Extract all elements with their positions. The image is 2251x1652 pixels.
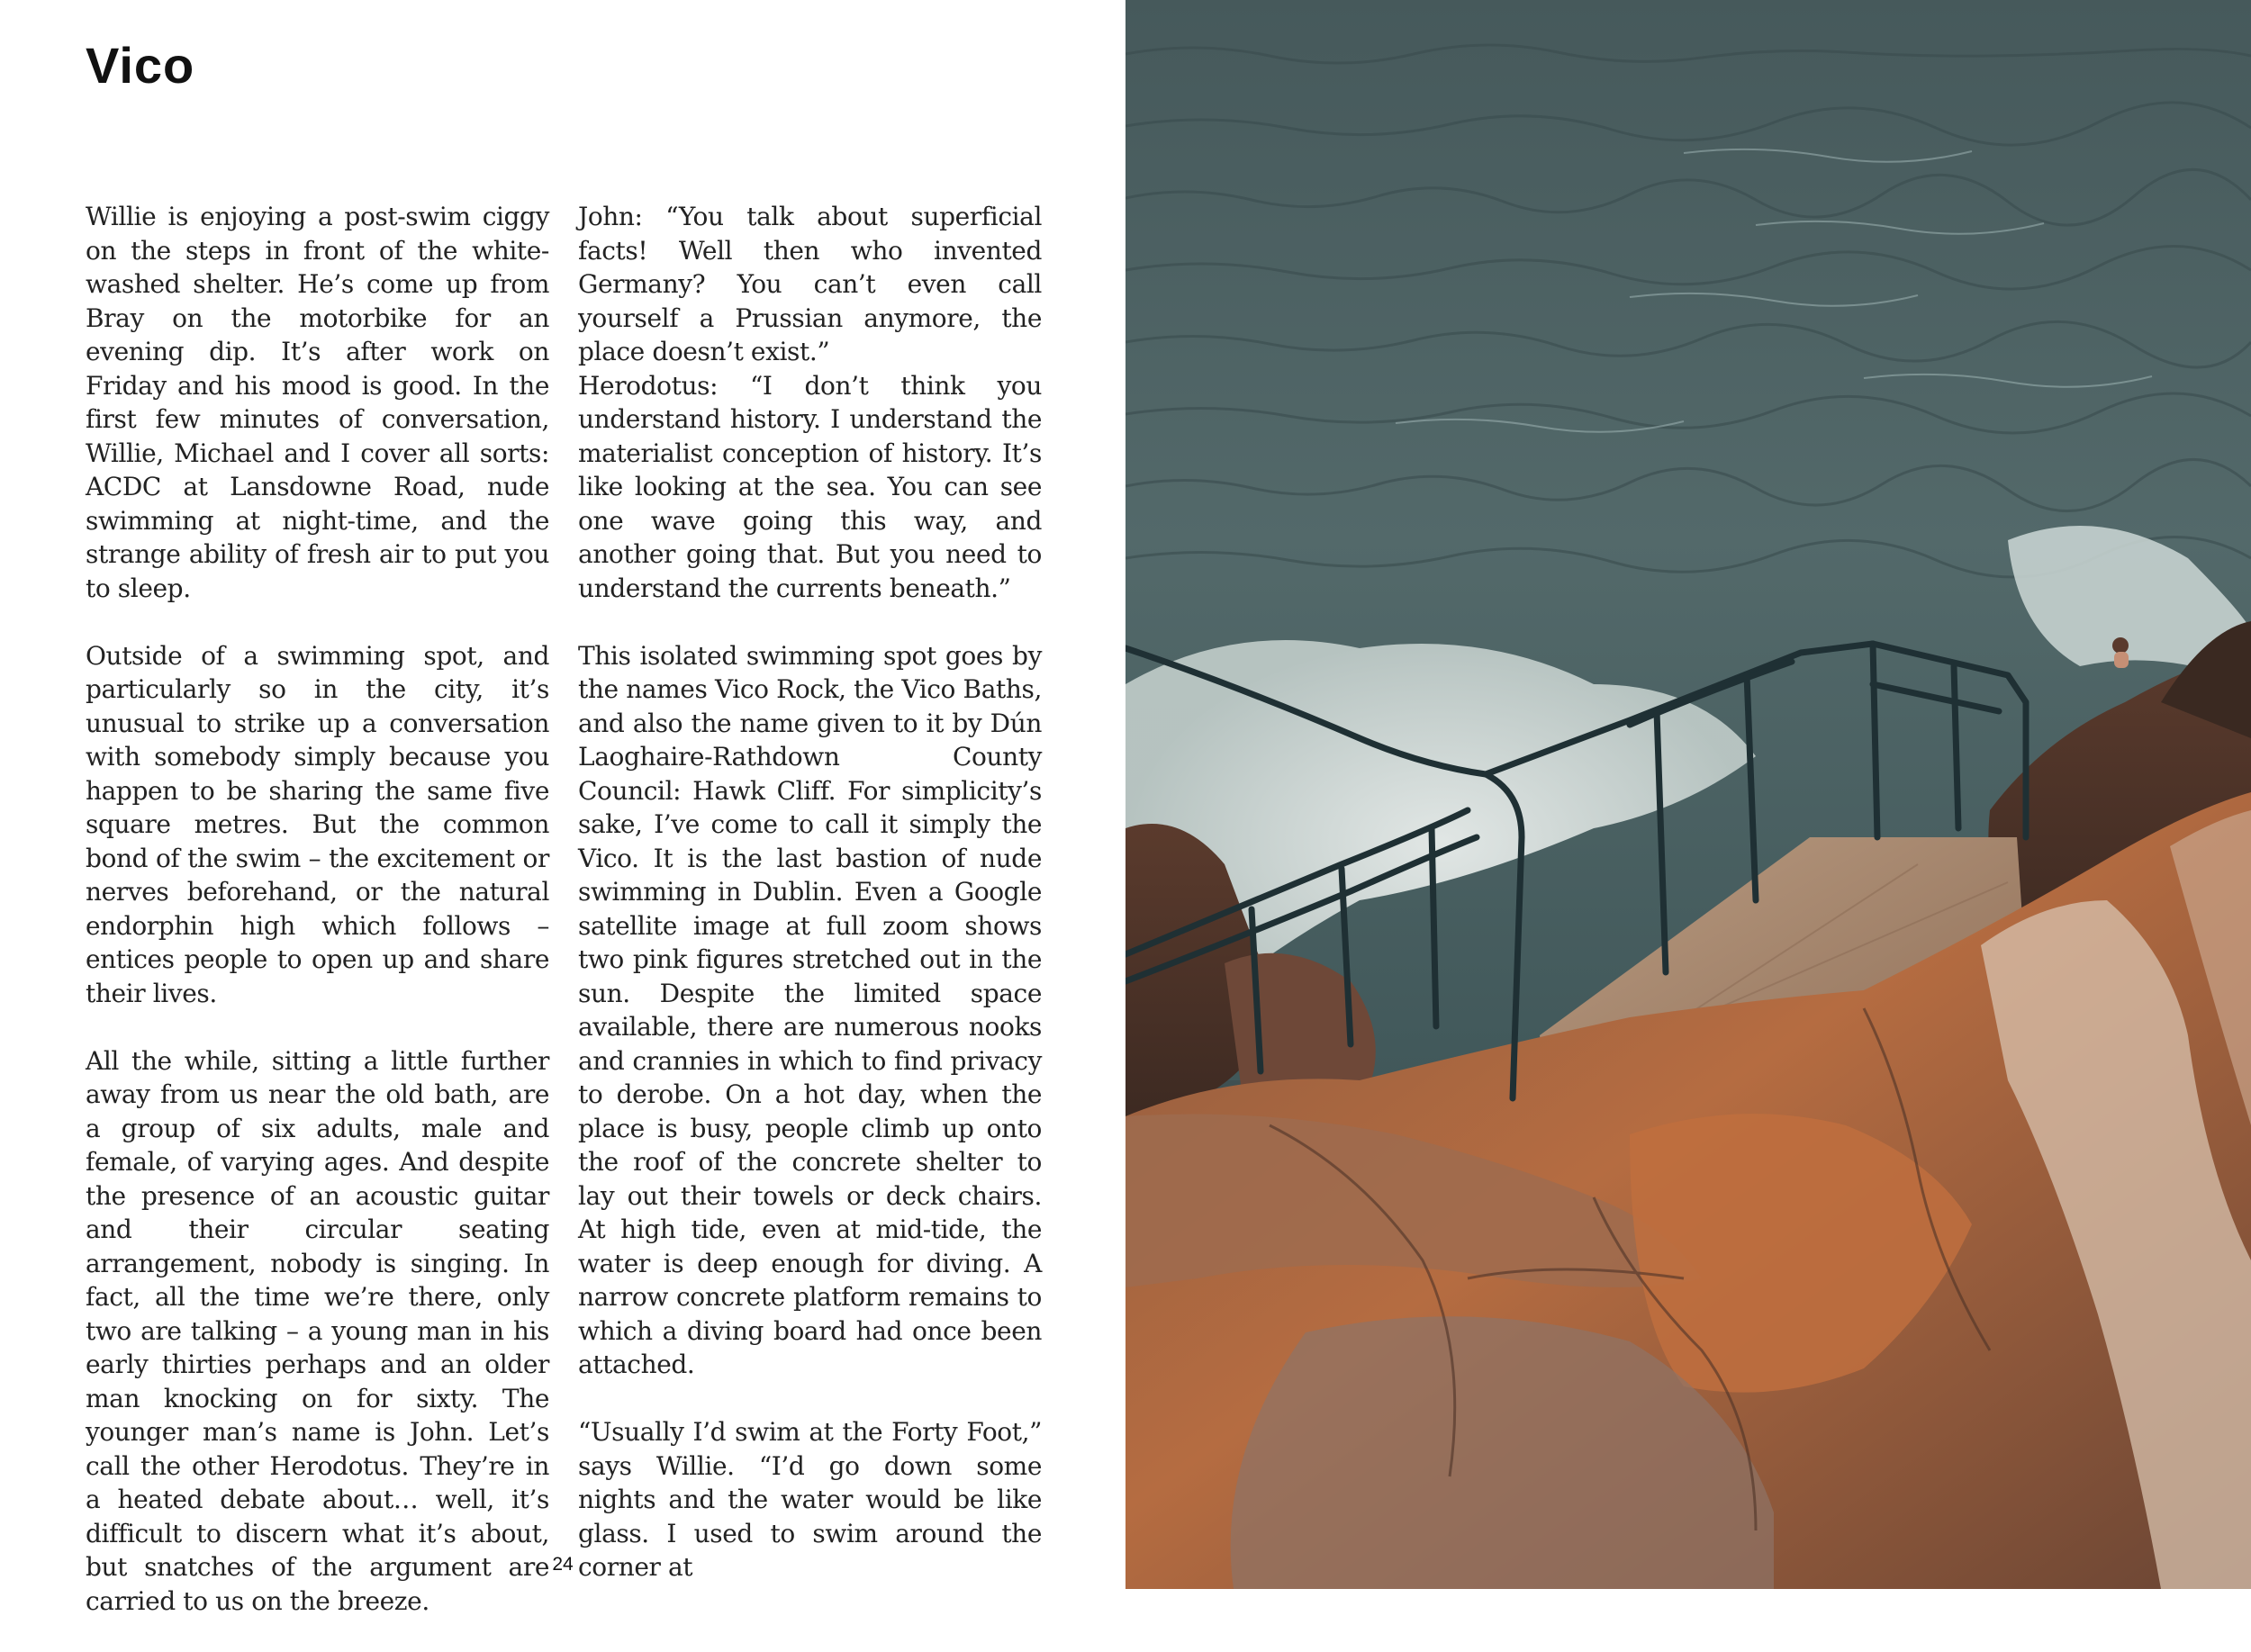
article-title: Vico [86, 37, 195, 94]
paragraph: Herodotus: “I don’t think you understand history. I understand the materialist conception of history. It’s like looking at the sea. You can see one wave going this way, and another going that. But you need to understand the currents beneath.” [578, 370, 1042, 603]
page-number: 24 [552, 1554, 574, 1575]
paragraph: John: “You talk about superficial facts! Well then who invented Germany? You can’t even call yourself a Prussian anymore, the place doesn’t exist.” [578, 202, 1042, 366]
sea-rocks-steps-photo [1126, 0, 2251, 1589]
paragraph: Willie is enjoying a post-swim ciggy on the steps in front of the white-washed shelter. He’s come up from Bray on the motorbike for an evening dip. It’s after work on Friday and his mood is good. In the first few minutes of conversation, Willie, Michael and I cover all sorts: ACDC at Lansdowne Road, nude swimming at night-time, and the strange ability of fresh air to put you to sleep. [86, 202, 549, 603]
paragraph: This isolated swimming spot goes by the names Vico Rock, the Vico Baths, and also the name given to it by Dún Laoghaire-Rathdown County Council: Hawk Cliff. For simplicity’s sake, I’ve come to call it simply the Vico. It is the last bastion of nude swimming in Dublin. Even a Google satellite image at full zoom shows two pink figures stretched out in the sun. Despite the limited space available, there are numerous nooks and crannies in which to find privacy to derobe. On a hot day, when the place is busy, people climb up onto the roof of the concrete shelter to lay out their towels or deck chairs. At high tide, even at mid-tide, the water is deep enough for diving. A narrow concrete platform remains to which a diving board had once been attached. [578, 640, 1042, 1379]
paragraph: All the while, sitting a little further away from us near the old bath, are a group of six adults, male and female, of varying ages. And despite the presence of an acoustic guitar and their circular seating arrangement, nobody is singing. In fact, all the time we’re there, only two are talking – a young man in his early thirties perhaps and an older man knocking on for sixty. The younger man’s name is John. Let’s call the other Herodotus. They’re in a heated debate about… well, it’s difficult to discern what it’s about, but snatches of the argument are carried to us on the breeze. [86, 1045, 549, 1616]
swimmer [2112, 637, 2129, 654]
text-column-1 [86, 200, 549, 1652]
text-column-2 [578, 200, 1042, 1618]
paragraph: “Usually I’d swim at the Forty Foot,” says Willie. “I’d go down some nights and the water would be like glass. I used to swim around the corner at [578, 1417, 1042, 1582]
paragraph: Outside of a swimming spot, and particularly so in the city, it’s unusual to strike up a conversation with somebody simply because you happen to be sharing the same five square metres. But the common bond of the swim – the excitement or nerves beforehand, or the natural endorphin high which follows – entices people to open up and share their lives. [86, 640, 549, 1008]
left-page [0, 0, 1126, 1616]
